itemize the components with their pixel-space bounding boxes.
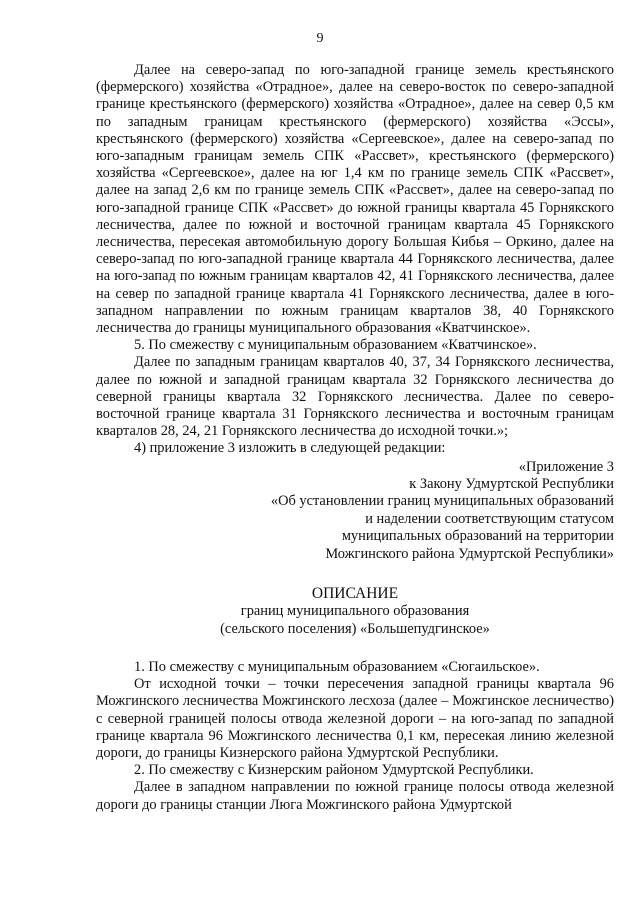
paragraph: Далее на северо-запад по юго-западной границе земель крестьянского (фермерского) хозяйства «Отрадное», далее на северо-восток по северо-западной границе крестьянского (фермерского) хозяйства «Отрадное», далее на север 0,5 км по западным границам крестьянского (фермерского) хозяйства «Эссы», крестьянского (фермерского) хозяйства «Сергеевское», далее на северо-запад по юго-западным границам земель СПК «Рассвет», крестьянского (фермерского) хозяйства «Сергеевское», далее на юг 1,4 км по границе земель СПК «Рассвет», далее на запад 2,6 км по границе земель СПК «Рассвет», далее на северо-запад по юго-западной границе СПК «Рассвет» до южной границы квартала 45 Горнякского лесничества, далее по южной и восточной границам квартала 45 Горнякского лесничества, пересекая автомобильную дорогу Большая Кибья – Оркино, далее на северо-запад по юго-западной границе квартала 44 Горнякского лесничества, далее на юго-запад по южным границам кварталов 42, 41 Горнякского лесничества, далее на север по западной границе квартала 41 Горнякского лесничества, далее в юго-западном направлении по южным границам кварталов 38, 40 Горнякского лесничества до границы муниципального образования «Кватчинское». bbox=[96, 62, 614, 337]
section-heading bbox=[96, 585, 614, 638]
description-body bbox=[96, 659, 614, 814]
paragraph: 1. По смежеству с муниципальным образованием «Сюгаильское». bbox=[134, 658, 540, 675]
heading-subtitle: границ муниципального образования bbox=[240, 603, 470, 620]
heading-subtitle: (сельского поселения) «Большепудгинское» bbox=[220, 620, 490, 637]
paragraph: От исходной точки – точки пересечения западной границы квартала 96 Можгинского лесничества Можгинского лесхоза (далее – Можгинское лесничество) с северной границей полосы отвода железной дороги – на юго-запад по западной границе квартала 96 Можгинского лесничества 0,1 км, пересекая линию железной дороги, до границы Кизнерского района Удмуртской Республики. bbox=[96, 676, 614, 761]
appendix-line: муниципальных образований на территории bbox=[341, 528, 614, 545]
appendix-line: «Об установлении границ муниципальных образований bbox=[270, 493, 614, 510]
paragraph: 5. По смежеству с муниципальным образованием «Кватчинское». bbox=[134, 337, 537, 354]
appendix-line: и наделении соответствующим статусом bbox=[365, 510, 614, 527]
paragraph: 2. По смежеству с Кизнерским районом Удмуртской Республики. bbox=[134, 762, 534, 779]
appendix-line: Можгинского района Удмуртской Республики» bbox=[325, 545, 614, 562]
document-body bbox=[96, 62, 614, 814]
appendix-line: «Приложение 3 bbox=[518, 458, 614, 475]
heading-title: ОПИСАНИЕ bbox=[311, 585, 399, 603]
paragraph: 4) приложение 3 изложить в следующей редакции: bbox=[134, 440, 446, 457]
paragraph: Далее в западном направлении по южной границе полосы отвода железной дороги до границы станции Люга Можгинского района Удмуртской bbox=[96, 779, 614, 813]
appendix-line: к Закону Удмуртской Республики bbox=[409, 476, 614, 493]
page-number: 9 bbox=[316, 31, 324, 46]
appendix-header bbox=[96, 459, 614, 563]
paragraph: Далее по западным границам кварталов 40, 37, 34 Горнякского лесничества, далее по южной и западной границам квартала 32 Горнякского лесничества до северной границы квартала 32 Горнякского лесничества. Далее по северо-восточной границе квартала 31 Горнякского лесничества и восточным границам кварталов 28, 24, 21 Горнякского лесничества до исходной точки.»; bbox=[96, 354, 614, 440]
